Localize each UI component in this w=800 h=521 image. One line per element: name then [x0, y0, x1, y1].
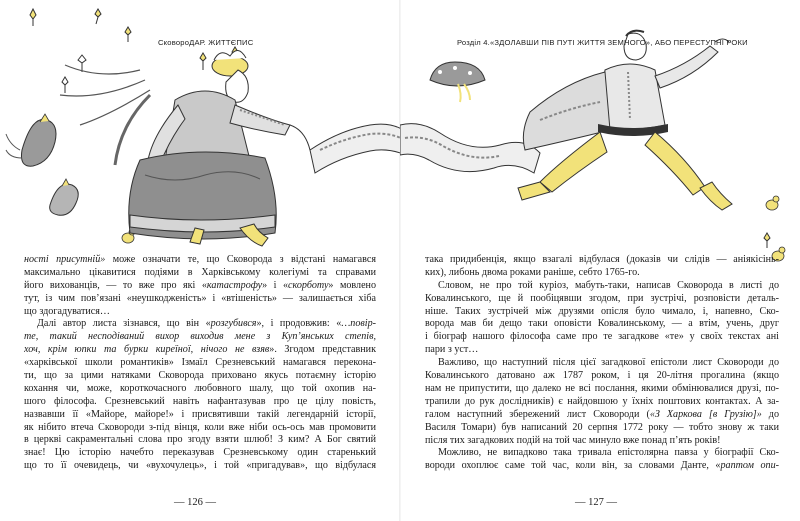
- text-line: [24, 357, 376, 370]
- chick-icon: [766, 196, 785, 261]
- text-segment: галом наступний збережений лист Сковороди (: [425, 408, 650, 420]
- page-number-right: — 127 —: [575, 497, 617, 508]
- text-segment: кохання чи, може, короткочасного любовного шалу, що той охопив на-: [24, 382, 376, 394]
- text-segment: що здогадуватися…: [24, 305, 111, 317]
- italic-segment: скорботу: [288, 279, 329, 291]
- text-segment: Словом, не про той куріоз, мабуть-таки, написав Сковорода в листі до: [438, 279, 779, 291]
- text-segment: ». Згодом представник: [269, 344, 376, 356]
- text-line: [24, 293, 376, 306]
- italic-segment: розгубився: [210, 318, 257, 330]
- text-line: [425, 447, 779, 460]
- text-line: [24, 383, 376, 396]
- text-segment: до: [761, 408, 779, 420]
- text-segment: нам не припустити, що далеко не всі послання, якими обмінювалися друзі, по-: [425, 382, 779, 394]
- text-line: [425, 409, 779, 422]
- text-segment: його вихованців, — то вже про які «: [24, 279, 207, 291]
- rooster-icon: [6, 114, 56, 166]
- text-segment: » мовлено: [328, 279, 376, 291]
- rooster-icon: [50, 179, 79, 215]
- text-line: [24, 434, 376, 447]
- text-line: [24, 422, 376, 435]
- flying-hat-icon: [430, 62, 485, 102]
- text-line: [425, 306, 779, 319]
- text-segment: » і «: [262, 279, 288, 291]
- text-segment: і біограф нашого філософа саме про те загадкове «те» у своїх текстах ані: [425, 331, 779, 343]
- running-header-right: Розділ 4.«ЗДОЛАВШИ ПІВ ПУТІ ЖИТТЯ ЗЕМНОГО», АБО ПЕРЕСТУПНІ РОКИ: [457, 38, 748, 47]
- text-line: [425, 344, 779, 357]
- text-line: [425, 280, 779, 293]
- text-line: [425, 293, 779, 306]
- running-man: [518, 31, 732, 210]
- text-line: [425, 254, 779, 267]
- text-line: [24, 370, 376, 383]
- italic-segment: …повір-: [341, 318, 376, 330]
- text-line: [24, 460, 376, 473]
- text-line: [425, 370, 779, 383]
- text-segment: Ковалинського, ще й пообіцявши згодом, при зустрічі, розповісти деталь-: [425, 292, 779, 304]
- text-segment: Ковалинського датовано аж 1787 роком, і ця 20-літня прогалина (якщо: [425, 370, 779, 382]
- page-number-left: — 126 —: [174, 497, 216, 508]
- text-segment: трапили до рук дослідників) є найдовшою у їхніх поштових контактах. А за-: [425, 395, 779, 407]
- text-segment: Далі автор листа зізнався, що він «: [37, 318, 211, 330]
- text-line: [24, 280, 376, 293]
- text-segment: шого філософа. Срезневський навіть нафантазував про це цілу повість,: [24, 395, 376, 407]
- text-segment: що то її очевидець, чи «вухочулець», і той «пригадував», що відбулася: [24, 460, 376, 472]
- italic-segment: катастрофу: [206, 279, 263, 291]
- text-line: [24, 267, 376, 280]
- flower-icon: [764, 233, 770, 248]
- flower-icon: [30, 9, 238, 93]
- text-line: [425, 357, 779, 370]
- running-header-left: СковороДАР. ЖИТТЄПИС: [158, 38, 254, 47]
- text-segment: Можливо, не випадково така тривала епістолярна павза у біографії Ско-: [438, 447, 779, 459]
- text-segment: в церкві сакраментальні слова про згоду взяти шлюб! З ким? А Бог святий: [24, 434, 376, 446]
- text-line: [425, 267, 779, 280]
- text-line: [24, 409, 376, 422]
- left-page-text: [24, 254, 376, 473]
- text-line: [425, 396, 779, 409]
- text-line: [425, 318, 779, 331]
- text-line: [24, 331, 376, 344]
- text-segment: така придибенція, якщо взагалі відбулася (доказів чи слідів — аніякісінь-: [425, 254, 779, 265]
- text-segment: максимально цікавитися подіями в Харківському колегіумі та справами: [24, 266, 376, 278]
- dancing-woman: [60, 50, 290, 246]
- text-segment: знає! Цю історію начебто переказував Срезневському один старенький: [24, 447, 376, 459]
- text-line: [24, 254, 376, 267]
- text-segment: ти, що за цими натяками Сковорода приховано якусь потаємну історію: [24, 370, 376, 382]
- text-segment: пари з уст…: [425, 344, 479, 356]
- italic-segment: «З Харкова [в Грузію]»: [649, 408, 762, 420]
- text-segment: ніше. Таких зустрічей між друзями опісля було чимало, і, напевно, Ско-: [425, 305, 779, 317]
- text-segment: після тих загадкових подій на той час минуло вже понад п’ять років!: [425, 434, 721, 446]
- right-page-text: [425, 254, 779, 473]
- italic-segment: раптом опи-: [720, 460, 779, 472]
- text-segment: Важливо, що наступний після цієї загадкової епістоли лист Сковороди до: [438, 357, 779, 369]
- text-line: [24, 344, 376, 357]
- text-segment: назвавши її «Майоре, майоре!» і присвятивши такій легендарній історії,: [24, 408, 376, 420]
- text-line: [24, 306, 376, 319]
- text-segment: ких), либонь двома роками раніше, себто 1765-го.: [425, 266, 640, 278]
- text-segment: як нібито втеча Сковороди з-під вінця, коли вже ніби ось-ось мав промовити: [24, 421, 376, 433]
- text-line: [24, 318, 376, 331]
- text-segment: вороди охоплює саме той час, коли він, за словами Данте, «: [425, 460, 721, 472]
- text-segment: тут, із чим пов’язані «неушкодженість» і «втішеність» — залишається хіба: [24, 292, 376, 304]
- text-segment: може означати те, що Сковорода з відстані намагався: [105, 254, 376, 265]
- text-segment: Василя Томари) був написаний 20 серпня 1772 року — тобто знову ж таки: [425, 421, 779, 433]
- text-line: [425, 422, 779, 435]
- text-line: [425, 460, 779, 473]
- italic-segment: те, такий несподіваний вихор виходив мене з Куп’янських степів,: [24, 331, 376, 343]
- text-segment: ворода мав би дещо таки оповісти Ковалинському, — а втім, учень, друг: [425, 318, 779, 330]
- flying-towel: [400, 124, 540, 173]
- text-line: [24, 447, 376, 460]
- text-segment: «харківської школи романтиків» Ізмаїл Срезневський намагався перекона-: [24, 357, 376, 369]
- text-line: [425, 331, 779, 344]
- text-line: [425, 383, 779, 396]
- flying-towel: [290, 124, 400, 173]
- text-line: [425, 435, 779, 448]
- text-line: [24, 396, 376, 409]
- italic-segment: ності присутній»: [24, 254, 106, 265]
- italic-segment: хоч, крім юпки та бурки киреїної, нічого не взяв: [24, 344, 270, 356]
- text-segment: », і продовжив: «: [256, 318, 342, 330]
